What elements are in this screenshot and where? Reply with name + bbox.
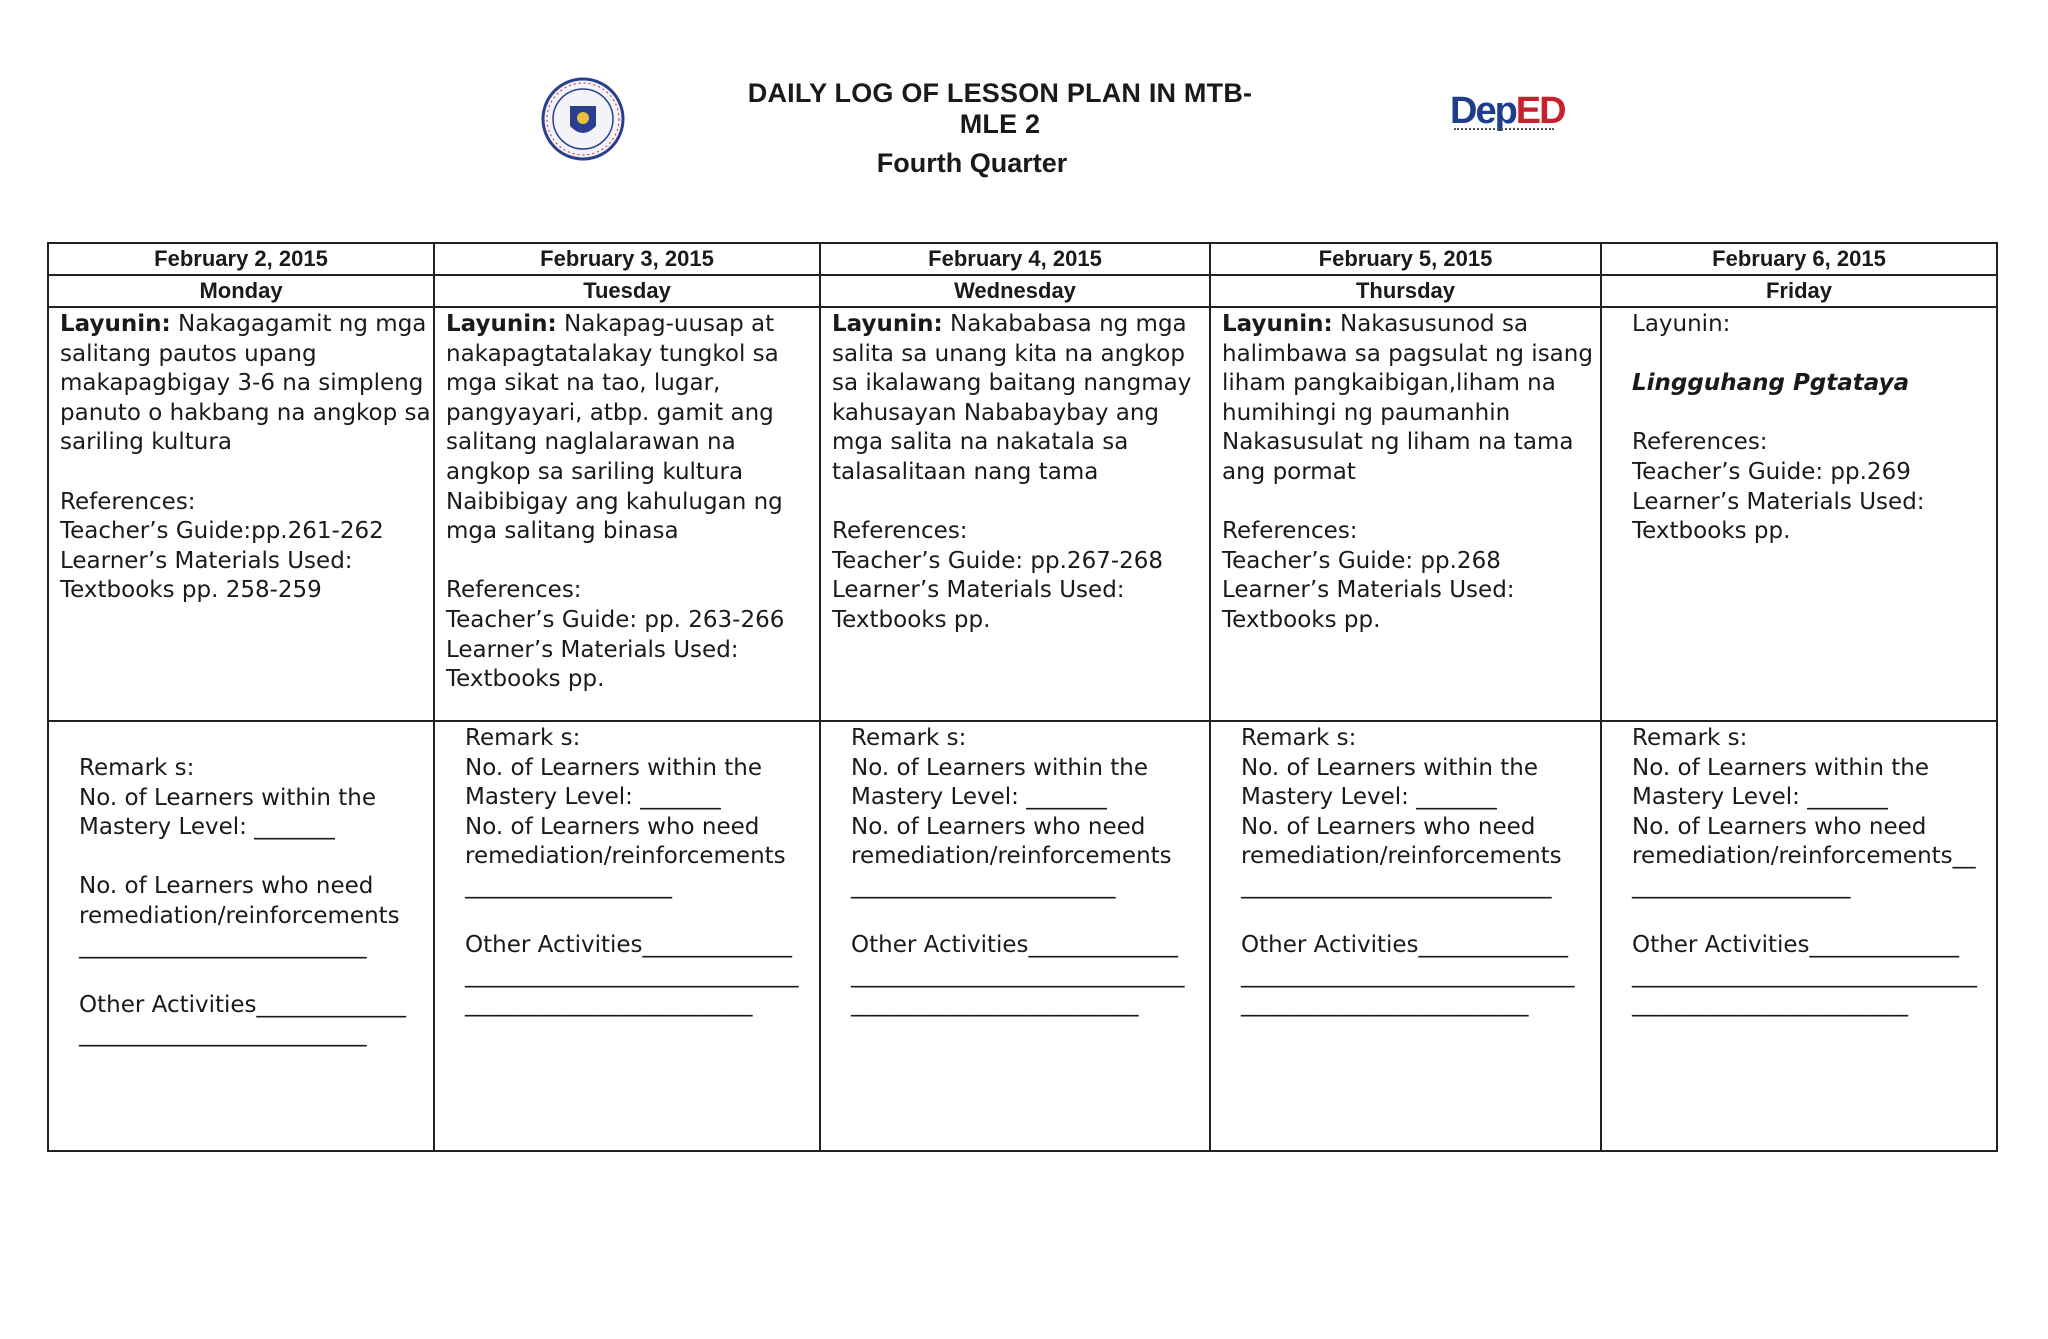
teachers-guide: Teacher’s Guide: pp. 263-266 (446, 606, 785, 633)
references-label: References: (1632, 429, 1768, 456)
day-cell-monday: Monday (48, 275, 434, 307)
remarks-row (48, 721, 1997, 1151)
textbooks: Textbooks pp. (446, 666, 605, 693)
lesson-cell-thursday (1210, 307, 1601, 721)
date-cell-friday: February 6, 2015 (1601, 243, 1997, 275)
remediation-line: _________________________ (79, 932, 367, 959)
remediation-line: __________________ (465, 872, 672, 899)
remediation-line: ___________________ (1632, 872, 1851, 899)
day-cell-wednesday: Wednesday (820, 275, 1210, 307)
remediation-line: _______________________ (851, 872, 1116, 899)
remediation: No. of Learners who need remediation/reinforcements (1241, 813, 1562, 870)
lesson-cell-wednesday (820, 307, 1210, 721)
learners-materials: Learner’s Materials Used: (1222, 577, 1515, 604)
teachers-guide: Teacher’s Guide:pp.261-262 (60, 518, 384, 545)
lesson-log-table (47, 242, 1998, 1152)
other-activities-line-2: _________________________ (1241, 991, 1529, 1018)
document-title: DAILY LOG OF LESSON PLAN IN MTB-MLE 2 (747, 78, 1253, 139)
remediation: No. of Learners who need remediation/reinforcements (465, 813, 786, 870)
remediation: No. of Learners who need remediation/reinforcements (851, 813, 1172, 870)
remarks-cell-tuesday (434, 721, 820, 1151)
other-activities: Other Activities_____________ (79, 991, 407, 1018)
learners-materials: Learner’s Materials Used: (1632, 488, 1925, 515)
objective-text: Nakapag-uusap at nakapagtatalakay tungkol sa mga sikat na tao, lugar, pangyayari, atbp. gamit ang salitang naglalarawan na angkop sa sariling kultura Naibibigay ang kahulugan ng mga salitang binasa (446, 311, 783, 545)
mastery-level: No. of Learners within the Mastery Level: _______ (465, 754, 762, 811)
remarks-label: Remark s: (1632, 725, 1748, 751)
textbooks: Textbooks pp. 258-259 (60, 577, 322, 604)
references-label: References: (1222, 518, 1358, 545)
date-cell-monday: February 2, 2015 (48, 243, 434, 275)
date-cell-tuesday: February 3, 2015 (434, 243, 820, 275)
remarks-cell-friday (1601, 721, 1997, 1151)
textbooks: Textbooks pp. (1632, 518, 1791, 545)
remediation-line: ___________________________ (1241, 872, 1552, 899)
mastery-level: No. of Learners within the Mastery Level: _______ (1632, 754, 1929, 811)
remediation: No. of Learners who need remediation/reinforcements (79, 873, 400, 929)
weekly-assessment: Lingguhang Pgtataya (1632, 370, 1910, 397)
day-cell-friday: Friday (1601, 275, 1997, 307)
objective-label: Layunin: (1632, 311, 1731, 337)
mastery-level: No. of Learners within the Mastery Level: _______ (851, 754, 1148, 811)
objective-label: Layunin: (1222, 311, 1333, 337)
other-activities-line: _____________________________ (851, 961, 1185, 988)
remarks-cell-monday (48, 721, 434, 1151)
document-header (0, 0, 2048, 200)
objective-label: Layunin: (446, 311, 557, 337)
references-label: References: (832, 518, 968, 545)
references-label: References: (446, 577, 582, 604)
other-activities: Other Activities_____________ (1632, 932, 1960, 959)
deped-wordmark: DepED (1450, 90, 1565, 132)
other-activities: Other Activities_____________ (465, 932, 793, 959)
remarks-cell-thursday (1210, 721, 1601, 1151)
mastery-level: No. of Learners within the Mastery Level: _______ (1241, 754, 1538, 811)
date-row (48, 243, 1997, 275)
objective-text: Nakagagamit ng mga salitang pautos upang makapagbigay 3-6 na simpleng panuto o hakbang na angkop sa sariling kultura (60, 311, 431, 456)
deped-logo-subline (1454, 128, 1554, 133)
document-subtitle: Fourth Quarter (876, 148, 1068, 178)
textbooks: Textbooks pp. (1222, 606, 1381, 633)
other-activities-line: ______________________________ (1632, 961, 1977, 988)
date-cell-wednesday: February 4, 2015 (820, 243, 1210, 275)
learners-materials: Learner’s Materials Used: (446, 636, 739, 663)
deped-seal-icon (540, 76, 626, 162)
remarks-label: Remark s: (1241, 725, 1357, 751)
lesson-cell-monday (48, 307, 434, 721)
textbooks: Textbooks pp. (832, 606, 991, 633)
teachers-guide: Teacher’s Guide: pp.267-268 (832, 547, 1164, 574)
mastery-level: No. of Learners within the Mastery Level: _______ (79, 784, 376, 841)
deped-logo (1450, 90, 1565, 136)
other-activities: Other Activities_____________ (1241, 932, 1569, 959)
objective-label: Layunin: (60, 311, 171, 337)
other-activities-line-2: _________________________ (851, 991, 1139, 1018)
lesson-row (48, 307, 1997, 721)
references-label: References: (60, 488, 196, 515)
other-activities-line: _________________________ (79, 1021, 367, 1048)
learners-materials: Learner’s Materials Used: (60, 547, 353, 574)
other-activities-line-2: _________________________ (465, 991, 753, 1018)
objective-text: Nakasusunod sa halimbawa sa pagsulat ng isang liham pangkaibigan,liham na humihingi ng paumanhin Nakasusulat ng liham na tama ang pormat (1222, 311, 1593, 485)
remarks-cell-wednesday (820, 721, 1210, 1151)
remarks-label: Remark s: (79, 755, 195, 781)
lesson-cell-friday (1601, 307, 1997, 721)
day-row (48, 275, 1997, 307)
day-cell-thursday: Thursday (1210, 275, 1601, 307)
objective-text: Nakababasa ng mga salita sa unang kita na angkop sa ikalawang baitang nangmay kahusayan Nababaybay ang mga salita na nakatala sa talasalitaan nang tama (832, 311, 1192, 485)
title-block (740, 78, 1300, 179)
remarks-label: Remark s: (465, 725, 581, 751)
other-activities-line-2: ________________________ (1632, 991, 1908, 1018)
other-activities-line: _____________________________ (1241, 961, 1575, 988)
remediation: No. of Learners who need remediation/reinforcements__ (1632, 813, 1976, 870)
learners-materials: Learner’s Materials Used: (832, 577, 1125, 604)
remarks-label: Remark s: (851, 725, 967, 751)
teachers-guide: Teacher’s Guide: pp.269 (1632, 458, 1911, 485)
lesson-cell-tuesday (434, 307, 820, 721)
other-activities-line: _____________________________ (465, 961, 799, 988)
teachers-guide: Teacher’s Guide: pp.268 (1222, 547, 1501, 574)
other-activities: Other Activities_____________ (851, 932, 1179, 959)
date-cell-thursday: February 5, 2015 (1210, 243, 1601, 275)
objective-label: Layunin: (832, 311, 943, 337)
day-cell-tuesday: Tuesday (434, 275, 820, 307)
